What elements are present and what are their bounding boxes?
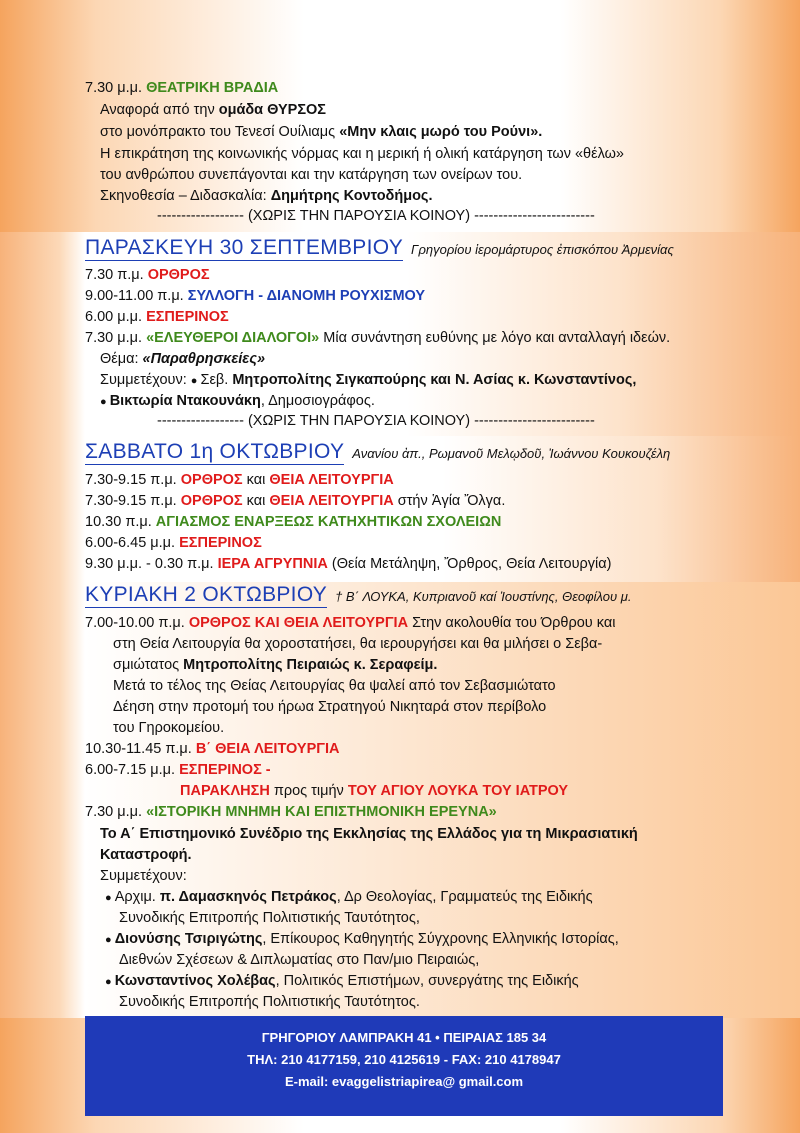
participants-line: Συμμετέχουν: ● Σεβ. Μητροπολίτης Σιγκαπούρης και Ν. Ασίας κ. Κωνσταντίνος, (100, 370, 636, 391)
theatre-desc-1: Αναφορά από την ομάδα ΘΥΡΣΟΣ (100, 102, 326, 118)
theatre-desc-2: στο μονόπρακτο του Τενεσί Ουίλιαμς «Μην κλαις μωρό του Ρούνι». (100, 124, 543, 140)
day-title: ΚΥΡΙΑΚΗ 2 ΟΚΤΩΒΡΙΟΥ (85, 583, 328, 606)
day-title: ΠΑΡΑΣΚΕΥΗ 30 ΣΕΠΤΕΜΒΡΙΟΥ (85, 236, 404, 259)
participant-1-cont: Συνοδικής Επιτροπής Πολιτιστικής Ταυτότητος, (119, 910, 420, 926)
sunday-desc: του Γηροκομείου. (113, 720, 225, 736)
list-item: 9.30 μ.μ. - 0.30 π.μ. ΙΕΡΑ ΑΓΡΥΠΝΙΑ (Θεία Μετάληψη, Ὄρθρος, Θεία Λειτουργία) (85, 556, 612, 572)
participant-2: ● Βικτωρία Ντακουνάκη, Δημοσιογράφος. (100, 391, 375, 412)
list-item: 7.00-10.00 π.μ. ΟΡΘΡΟΣ ΚΑΙ ΘΕΙΑ ΛΕΙΤΟΥΡΓΙΑ Στην ακολουθία του Όρθρου και (85, 615, 616, 631)
no-public-note: ------------------ (ΧΩΡΙΣ ΤΗΝ ΠΑΡΟΥΣΙΑ ΚΟΙΝΟΥ) ------------------------- (157, 208, 595, 224)
footer-email[interactable]: E-mail: evaggelistriapirea@ gmail.com (284, 1074, 524, 1089)
theatre-desc-3: Η επικράτηση της κοινωνικής νόρμας και η μερική ή ολική κατάργηση των «θέλω» (100, 146, 624, 162)
list-item: 7.30 π.μ. ΟΡΘΡΟΣ (85, 267, 210, 283)
sunday-desc: σμιώτατος Μητροπολίτης Πειραιώς κ. Σεραφείμ. (113, 657, 438, 673)
list-item: 10.30 π.μ. ΑΓΙΑΣΜΟΣ ΕΝΑΡΞΕΩΣ ΚΑΤΗΧΗΤΙΚΩΝ ΣΧΟΛΕΙΩΝ (85, 514, 502, 530)
list-item: 6.00-6.45 μ.μ. ΕΣΠΕΡΙΝΟΣ (85, 535, 262, 551)
list-item: 6.00 μ.μ. ΕΣΠΕΡΙΝΟΣ (85, 309, 229, 325)
participant-2: ● Διονύσης Τσιριγώτης, Επίκουρος Καθηγητής Σύγχρονης Ελληνικής Ιστορίας, (105, 929, 619, 950)
participant-2-cont: Διεθνών Σχέσεων & Διπλωματίας στο Παν/μιο Πειραιώς, (119, 952, 480, 968)
sunday-header (85, 583, 631, 607)
saint-of-day: Γρηγορίου ἱερομάρτυρος ἐπισκόπου Ἀρμενίας (411, 242, 674, 257)
list-item: 10.30-11.45 π.μ. Β΄ ΘΕΙΑ ΛΕΙΤΟΥΡΓΙΑ (85, 741, 340, 757)
no-public-note: ------------------ (ΧΩΡΙΣ ΤΗΝ ΠΑΡΟΥΣΙΑ ΚΟΙΝΟΥ) ------------------------- (157, 413, 595, 429)
saint-of-day: † Β΄ ΛΟΥΚΑ, Κυπριανοῦ καί Ἰουστίνης, Θεοφίλου μ. (335, 589, 632, 604)
list-item: 9.00-11.00 π.μ. ΣΥΛΛΟΓΗ - ΔΙΑΝΟΜΗ ΡΟΥΧΙΣΜΟΥ (85, 288, 426, 304)
participant-1: ● Αρχιμ. π. Δαμασκηνός Πετράκος, Δρ Θεολογίας, Γραμματεύς της Ειδικής (105, 887, 593, 908)
list-item: 7.30-9.15 π.μ. ΟΡΘΡΟΣ και ΘΕΙΑ ΛΕΙΤΟΥΡΓΙΑ (85, 472, 394, 488)
theatre-event: 7.30 μ.μ. ΘΕΑΤΡΙΚΗ ΒΡΑΔΙΑ (85, 80, 279, 96)
sunday-desc: Μετά το τέλος της Θείας Λειτουργίας θα ψαλεί από τον Σεβασμιώτατο (113, 678, 556, 694)
sunday-desc: στη Θεία Λειτουργία θα χοροστατήσει, θα ιερουργήσει και θα μιλήσει ο Σεβα- (113, 636, 603, 652)
saturday-header (85, 440, 670, 464)
footer-address: ΓΡΗΓΟΡΙΟΥ ΛΑΜΠΡΑΚΗ 41 • ΠΕΙΡΑΙΑΣ 185 34 (261, 1030, 547, 1045)
participants-label: Συμμετέχουν: (100, 868, 187, 884)
paraklisi-line: ΠΑΡΑΚΛΗΣΗ προς τιμήν ΤΟΥ ΑΓΙΟΥ ΛΟΥΚΑ ΤΟΥ ΙΑΤΡΟΥ (180, 783, 569, 799)
list-item: 7.30-9.15 π.μ. ΟΡΘΡΟΣ και ΘΕΙΑ ΛΕΙΤΟΥΡΓΙΑ στήν Ἁγία Ὄλγα. (85, 493, 506, 509)
saint-of-day: Ανανίου ἀπ., Ρωμανοῦ Μελῳδοῦ, Ἰωάννου Κουκουζέλη (352, 446, 671, 461)
theme-line: Θέμα: «Παραθρησκείες» (100, 351, 266, 367)
conference-title: Καταστροφή. (100, 847, 192, 863)
friday-header (85, 236, 674, 260)
contact-footer (85, 1016, 723, 1116)
day-title: ΣΑΒΒΑΤΟ 1η ΟΚΤΩΒΡΙΟΥ (85, 440, 345, 463)
sunday-desc: Δέηση στην προτομή του ήρωα Στρατηγού Νικηταρά στον περίβολο (113, 699, 547, 715)
list-item: 7.30 μ.μ. «ΕΛΕΥΘΕΡΟΙ ΔΙΑΛΟΓΟΙ» Μία συνάντηση ευθύνης με λόγο και ανταλλαγή ιδεών. (85, 330, 671, 346)
theatre-director: Σκηνοθεσία – Διδασκαλία: Δημήτρης Κοντοδήμος. (100, 188, 433, 204)
participant-3-cont: Συνοδικής Επιτροπής Πολιτιστικής Ταυτότητος. (119, 994, 420, 1010)
footer-phones: ΤΗΛ: 210 4177159, 210 4125619 - FAX: 210 4178947 (247, 1052, 561, 1067)
participant-3: ● Κωνσταντίνος Χολέβας, Πολιτικός Επιστήμων, συνεργάτης της Ειδικής (105, 971, 579, 992)
conference-title: Το Α΄ Επιστημονικό Συνέδριο της Εκκλησίας της Ελλάδος για τη Μικρασιατική (100, 826, 638, 842)
list-item: 7.30 μ.μ. «ΙΣΤΟΡΙΚΗ ΜΝΗΜΗ ΚΑΙ ΕΠΙΣΤΗΜΟΝΙΚΗ ΕΡΕΥΝΑ» (85, 804, 497, 820)
list-item: 6.00-7.15 μ.μ. ΕΣΠΕΡΙΝΟΣ - (85, 762, 271, 778)
theatre-desc-4: του ανθρώπου συνεπάγονται και την κατάργηση των ονείρων του. (100, 167, 523, 183)
